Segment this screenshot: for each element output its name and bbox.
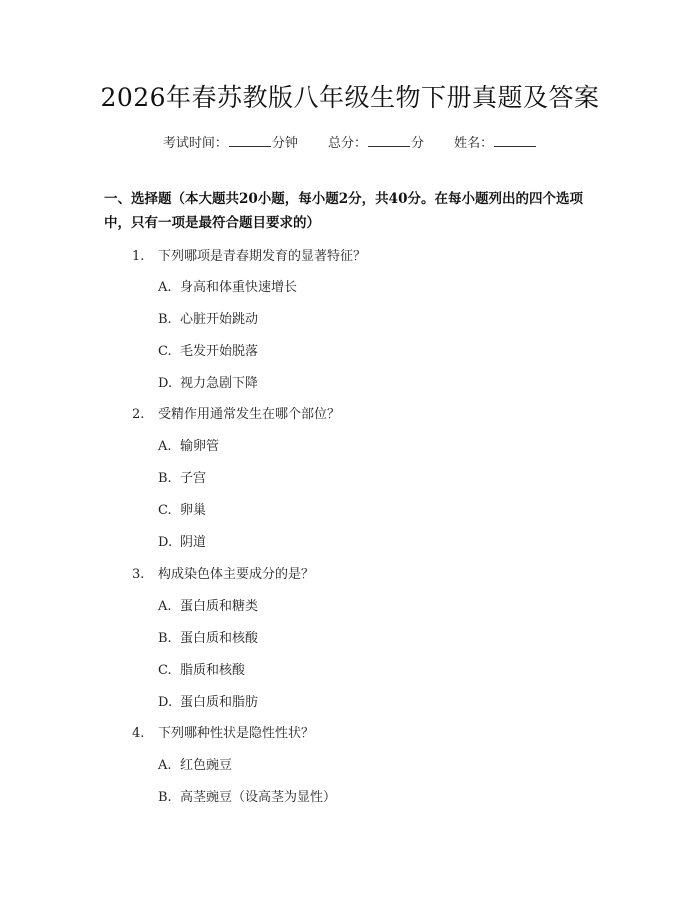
exam-time-label: 考试时间： [162, 136, 228, 151]
question-number: 3. [132, 567, 145, 582]
question-text: 下列哪项是青春期发育的显著特征？ [158, 249, 367, 264]
option-4a[interactable] [158, 754, 232, 773]
option-1d[interactable] [158, 372, 258, 391]
page-title: 2026年春苏教版八年级生物下册真题及答案 [100, 83, 600, 112]
option-text: 蛋白质和脂肪 [180, 695, 259, 710]
option-letter: A. [158, 758, 172, 773]
option-letter: C. [158, 663, 172, 678]
total-score-blank[interactable] [368, 134, 410, 147]
question-text: 受精作用通常发生在哪个部位？ [158, 407, 341, 422]
option-3b[interactable] [158, 627, 258, 646]
option-text: 脂质和核酸 [180, 663, 246, 678]
option-3d[interactable] [158, 691, 258, 710]
option-letter: B. [158, 790, 172, 805]
option-2b[interactable] [158, 467, 206, 486]
option-2a[interactable] [158, 435, 219, 454]
option-text: 子宫 [180, 471, 207, 486]
option-letter: B. [158, 631, 172, 646]
section-heading: 一、选择题（本大题共20小题，每小题2分，共40分。在每小题列出的四个选项中，只有一项是最符合题目要求的） [104, 191, 583, 231]
option-2c[interactable] [158, 499, 206, 518]
option-text: 阴道 [180, 535, 207, 550]
option-text: 输卵管 [180, 439, 220, 454]
option-text: 红色豌豆 [180, 758, 233, 773]
option-letter: C. [158, 503, 172, 518]
question-number: 1. [132, 249, 145, 264]
exam-time-blank[interactable] [229, 134, 271, 147]
option-2d[interactable] [158, 531, 206, 550]
total-score-field [328, 136, 428, 151]
option-text: 蛋白质和核酸 [180, 631, 259, 646]
total-score-unit: 分 [411, 136, 425, 151]
question-number: 4. [132, 726, 145, 741]
question-3 [132, 563, 314, 582]
total-score-label: 总分： [327, 136, 367, 151]
option-3c[interactable] [158, 659, 245, 678]
exam-meta-line [0, 132, 700, 151]
option-text: 视力急剧下降 [180, 376, 259, 391]
option-letter: D. [158, 695, 173, 710]
exam-time-field [163, 136, 302, 151]
option-text: 身高和体重快速增长 [180, 280, 298, 295]
option-letter: C. [158, 344, 172, 359]
question-number: 2. [132, 407, 145, 422]
option-1b[interactable] [158, 308, 258, 327]
option-letter: A. [158, 439, 172, 454]
option-4b[interactable] [158, 786, 336, 805]
question-text: 构成染色体主要成分的是？ [158, 567, 315, 582]
question-text: 下列哪种性状是隐性性状？ [158, 726, 315, 741]
option-letter: B. [158, 471, 172, 486]
option-text: 毛发开始脱落 [180, 344, 259, 359]
option-1c[interactable] [158, 340, 258, 359]
option-1a[interactable] [158, 276, 297, 295]
student-name-label: 姓名： [454, 136, 494, 151]
option-letter: B. [158, 312, 172, 327]
student-name-field [454, 136, 537, 151]
exam-time-unit: 分钟 [271, 136, 298, 151]
question-1 [132, 245, 366, 264]
student-name-blank[interactable] [494, 134, 536, 147]
option-text: 蛋白质和糖类 [180, 599, 259, 614]
question-4 [132, 722, 314, 741]
option-text: 高茎豌豆（设高茎为显性） [180, 790, 337, 805]
option-3a[interactable] [158, 595, 258, 614]
option-letter: D. [158, 535, 173, 550]
option-letter: D. [158, 376, 173, 391]
question-2 [132, 403, 340, 422]
option-letter: A. [158, 599, 172, 614]
option-letter: A. [158, 280, 172, 295]
option-text: 卵巢 [180, 503, 207, 518]
option-text: 心脏开始跳动 [180, 312, 259, 327]
